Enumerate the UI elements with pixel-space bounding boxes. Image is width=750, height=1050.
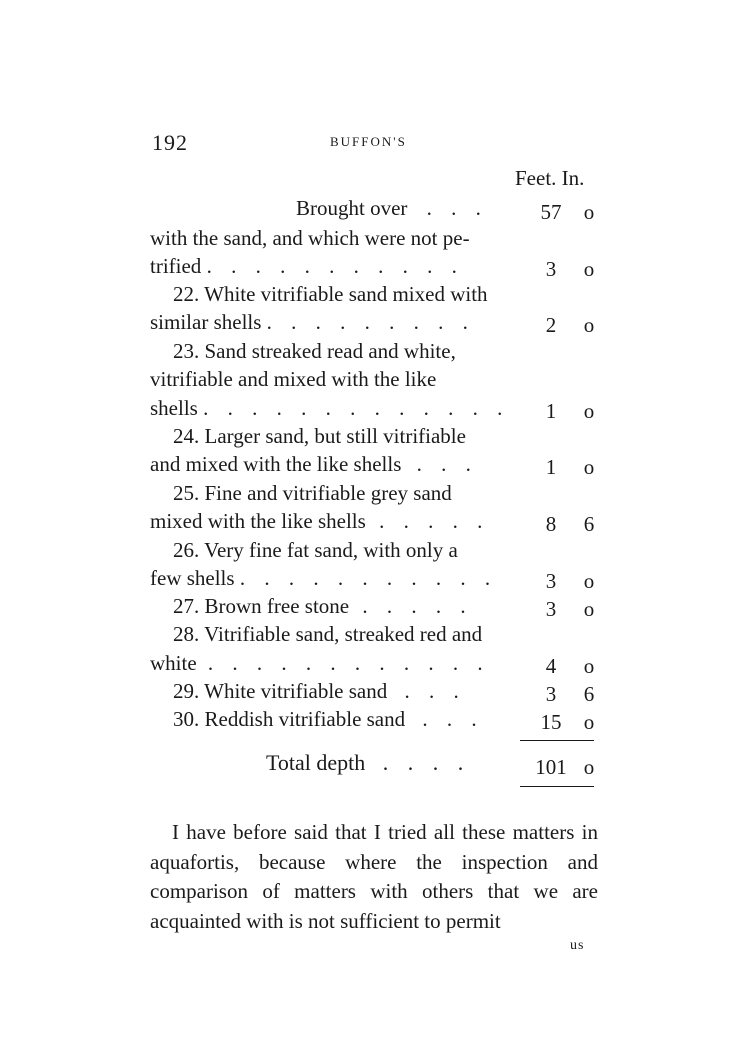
running-head: BUFFON'S bbox=[330, 134, 407, 149]
row-text: white . . . . . . . . . . . . bbox=[150, 651, 490, 675]
row-text: few shells . . . . . . . . . . . bbox=[150, 566, 498, 590]
feet-value: 3 bbox=[545, 569, 557, 593]
row-text: trified . . . . . . . . . . . bbox=[150, 254, 464, 278]
inches-value: 6 bbox=[583, 682, 595, 706]
row-text: vitrifiable and mixed with the like bbox=[150, 367, 437, 391]
feet-value: 1 bbox=[545, 455, 557, 479]
row-text: shells . . . . . . . . . . . . . bbox=[150, 396, 510, 420]
inches-value: o bbox=[583, 597, 595, 621]
feet-value: 3 bbox=[545, 597, 557, 621]
inches-value: o bbox=[583, 654, 595, 678]
row-text: 26. Very fine fat sand, with only a bbox=[173, 538, 458, 562]
feet-value: 15 bbox=[540, 710, 562, 734]
feet-value: 2 bbox=[545, 313, 557, 337]
inches-value: o bbox=[583, 399, 595, 423]
row-text: 24. Larger sand, but still vitrifiable bbox=[173, 424, 466, 448]
dot-leader: . . . . . . . . . . . bbox=[239, 566, 498, 590]
dot-leader: . . . bbox=[426, 196, 488, 220]
brought-over-text: Brought over bbox=[296, 196, 408, 220]
dot-leader: . . . . . . . . . bbox=[266, 310, 475, 334]
brought-over-label bbox=[296, 196, 488, 221]
dot-leader: . . . . . . . . . . . . . bbox=[203, 396, 510, 420]
column-header: Feet. In. bbox=[515, 166, 585, 190]
feet-value: 4 bbox=[545, 654, 557, 678]
inches-value: o bbox=[583, 710, 595, 734]
inches-value: o bbox=[583, 455, 595, 479]
dot-leader: . . . bbox=[416, 452, 478, 476]
inches-value: o bbox=[583, 257, 595, 281]
row-text: 25. Fine and vitrifiable grey sand bbox=[173, 481, 452, 505]
row-text: 23. Sand streaked read and white, bbox=[173, 339, 456, 363]
total-inches: o bbox=[583, 755, 595, 779]
row-text: 28. Vitrifiable sand, streaked red and bbox=[173, 622, 483, 646]
feet-value: 1 bbox=[545, 399, 557, 423]
row-text: 27. Brown free stone . . . . . bbox=[173, 594, 473, 618]
dot-leader: . . . bbox=[422, 707, 484, 731]
dot-leader: . . . . . . . . . . . . bbox=[207, 651, 490, 675]
dot-leader: . . . . . bbox=[362, 594, 473, 618]
row-text: 29. White vitrifiable sand . . . bbox=[173, 679, 466, 703]
feet-value: 3 bbox=[545, 682, 557, 706]
sum-rule-bottom bbox=[520, 786, 594, 787]
row-text: mixed with the like shells . . . . . bbox=[150, 509, 490, 533]
row-text: 22. White vitrifiable sand mixed with bbox=[173, 282, 488, 306]
inches-value: o bbox=[583, 313, 595, 337]
total-label: Total depth . . . . bbox=[266, 750, 471, 775]
inches-value: o bbox=[583, 200, 595, 224]
catchword: us bbox=[570, 938, 585, 953]
dot-leader: . . . . bbox=[382, 750, 471, 775]
row-text: similar shells . . . . . . . . . bbox=[150, 310, 475, 334]
inches-value: 6 bbox=[583, 512, 595, 536]
sum-rule-top bbox=[520, 740, 594, 741]
feet-value: 57 bbox=[540, 200, 562, 224]
dot-leader: . . . bbox=[404, 679, 466, 703]
dot-leader: . . . . . bbox=[379, 509, 490, 533]
feet-value: 8 bbox=[545, 512, 557, 536]
dot-leader: . . . . . . . . . . . bbox=[206, 254, 464, 278]
body-paragraph: I have before said that I tried all these matters in aquafortis, because where the inspection and comparison of matters with others that we are acquainted with is not sufficient to permit bbox=[150, 820, 598, 933]
row-text: with the sand, and which were not pe- bbox=[150, 226, 470, 250]
total-feet: 101 bbox=[535, 755, 567, 779]
inches-value: o bbox=[583, 569, 595, 593]
row-text: and mixed with the like shells . . . bbox=[150, 452, 478, 476]
feet-value: 3 bbox=[545, 257, 557, 281]
row-text: 30. Reddish vitrifiable sand . . . bbox=[173, 707, 484, 731]
page-number: 192 bbox=[152, 130, 188, 155]
